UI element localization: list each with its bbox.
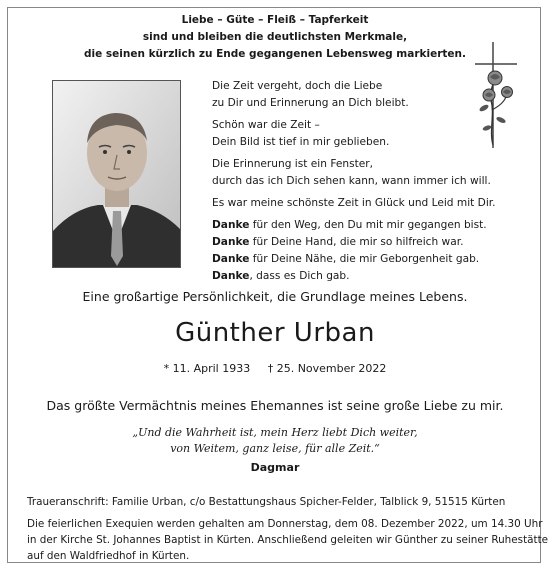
- poem-stanza: [212, 78, 512, 112]
- legacy-statement: Das größte Vermächtnis meines Ehemannes ist seine große Liebe zu mir.: [46, 398, 504, 413]
- quote-line: „Und die Wahrheit ist, mein Herz liebt Dich weiter,: [132, 426, 418, 439]
- motto-line: Liebe – Güte – Fleiß – Tapferkeit: [181, 14, 369, 26]
- mourning-address: Traueranschrift: Familie Urban, c/o Bestattungshaus Spicher-Felder, Talblick 9, 51515 Kürten: [27, 496, 506, 508]
- thanks-text: , dass es Dich gab.: [249, 270, 350, 282]
- service-line: Die feierlichen Exequien werden gehalten am Donnerstag, dem 08. Dezember 2022, um 14.30 Uhr: [27, 518, 543, 530]
- thanks-line: [212, 217, 512, 234]
- deceased-name: Günther Urban: [175, 318, 375, 348]
- service-details: [27, 516, 549, 564]
- motto-line: sind und bleiben die deutlichsten Merkmale,: [142, 31, 408, 43]
- poem-line: Die Zeit vergeht, doch die Liebe: [212, 80, 383, 92]
- service-line: auf den Waldfriedhof in Kürten.: [27, 550, 190, 562]
- thanks-text: für Deine Nähe, die mir Geborgenheit gab.: [249, 253, 480, 265]
- service-line: in der Kirche St. Johannes Baptist in Kürten. Anschließend geleiten wir Günther zu seiner Ruhestätte: [27, 534, 549, 546]
- tagline: Eine großartige Persönlichkeit, die Grundlage meines Lebens.: [82, 289, 468, 304]
- poem-line: Es war meine schönste Zeit in Glück und Leid mit Dir.: [212, 197, 496, 209]
- poem-line: durch das ich Dich sehen kann, wann immer ich will.: [212, 175, 491, 187]
- thanks-word: Danke: [212, 219, 250, 231]
- death-date: † 25. November 2022: [267, 362, 387, 375]
- thanks-stanza: [212, 217, 512, 285]
- poem: [212, 78, 512, 290]
- life-dates: [0, 362, 550, 375]
- thanks-line: [212, 251, 512, 268]
- handwritten-quote: [0, 425, 550, 457]
- thanks-text: für Deine Hand, die mir so hilfreich war.: [249, 236, 464, 248]
- poem-line: zu Dir und Erinnerung an Dich bleibt.: [212, 97, 409, 109]
- poem-stanza: [212, 195, 512, 212]
- poem-line: Dein Bild ist tief in mir geblieben.: [212, 136, 390, 148]
- thanks-word: Danke: [212, 253, 250, 265]
- poem-line: Die Erinnerung ist ein Fenster,: [212, 158, 373, 170]
- motto-line: die seinen kürzlich zu Ende gegangenen Lebensweg markierten.: [83, 48, 466, 60]
- thanks-text: für den Weg, den Du mit mir gegangen bist.: [249, 219, 487, 231]
- thanks-word: Danke: [212, 270, 250, 282]
- birth-date: * 11. April 1933: [163, 362, 251, 375]
- portrait-photo: [52, 80, 181, 268]
- thanks-line: [212, 268, 512, 285]
- poem-line: Schön war die Zeit –: [212, 119, 320, 131]
- thanks-word: Danke: [212, 236, 250, 248]
- quote-line: von Weitem, ganz leise, für alle Zeit.“: [170, 442, 380, 455]
- thanks-line: [212, 234, 512, 251]
- signer-name: Dagmar: [250, 461, 300, 474]
- poem-stanza: [212, 117, 512, 151]
- poem-stanza: [212, 156, 512, 190]
